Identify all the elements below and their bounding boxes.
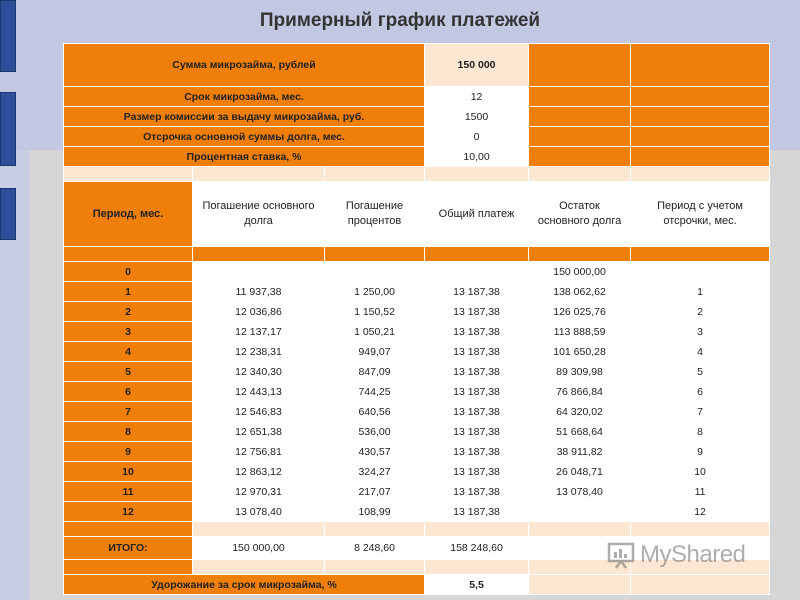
col-header-total: Общий платеж (425, 182, 529, 247)
cell-period: 11 (64, 482, 193, 502)
cell-period-deferral: 6 (631, 382, 770, 402)
cell-total: 13 187,38 (425, 422, 529, 442)
empty-cell (631, 575, 770, 595)
empty-cell (529, 87, 631, 107)
separator-row (64, 247, 770, 262)
cell-principal: 12 970,31 (193, 482, 325, 502)
cell-interest: 949,07 (325, 342, 425, 362)
cell-balance: 138 062,62 (529, 282, 631, 302)
cell-period-deferral: 5 (631, 362, 770, 382)
col-header-balance: Остаток основного долга (529, 182, 631, 247)
param-label: Размер комиссии за выдачу микрозайма, руб. (64, 107, 425, 127)
empty-cell (529, 147, 631, 167)
table-row (64, 462, 770, 482)
totals-principal: 150 000,00 (193, 537, 325, 560)
cell-period-deferral: 11 (631, 482, 770, 502)
cell-principal: 12 546,83 (193, 402, 325, 422)
cell-balance: 126 025,76 (529, 302, 631, 322)
table-row (64, 502, 770, 522)
cell-principal: 12 340,30 (193, 362, 325, 382)
param-value: 150 000 (425, 44, 529, 87)
cell-period-deferral: 9 (631, 442, 770, 462)
cell-period: 10 (64, 462, 193, 482)
cell-period: 8 (64, 422, 193, 442)
param-label: Срок микрозайма, мес. (64, 87, 425, 107)
decor-bar (0, 188, 16, 240)
separator-row (64, 522, 770, 537)
cell-balance (529, 502, 631, 522)
param-value: 1500 (425, 107, 529, 127)
empty-cell (529, 575, 631, 595)
cell-period-deferral: 12 (631, 502, 770, 522)
cell-period: 0 (64, 262, 193, 282)
cell-period-deferral: 2 (631, 302, 770, 322)
appreciation-row (64, 575, 770, 595)
table-row (64, 262, 770, 282)
empty-cell (631, 147, 770, 167)
cell-period-deferral: 3 (631, 322, 770, 342)
cell-balance: 64 320,02 (529, 402, 631, 422)
cell-total: 13 187,38 (425, 502, 529, 522)
param-value: 12 (425, 87, 529, 107)
cell-total: 13 187,38 (425, 382, 529, 402)
table-row (64, 422, 770, 442)
cell-principal: 11 937,38 (193, 282, 325, 302)
cell-period: 2 (64, 302, 193, 322)
col-header-principal: Погашение основного долга (193, 182, 325, 247)
cell-period: 4 (64, 342, 193, 362)
table-row (64, 402, 770, 422)
cell-period-deferral: 7 (631, 402, 770, 422)
cell-period: 3 (64, 322, 193, 342)
cell-principal: 12 756,81 (193, 442, 325, 462)
col-header-interest: Погашение процентов (325, 182, 425, 247)
cell-interest: 108,99 (325, 502, 425, 522)
totals-interest: 8 248,60 (325, 537, 425, 560)
cell-principal: 12 651,38 (193, 422, 325, 442)
cell-principal: 12 036,86 (193, 302, 325, 322)
table-row (64, 482, 770, 502)
cell-interest: 640,56 (325, 402, 425, 422)
cell-interest: 1 050,21 (325, 322, 425, 342)
cell-total: 13 187,38 (425, 282, 529, 302)
table-row (64, 342, 770, 362)
table-row (64, 382, 770, 402)
cell-total: 13 187,38 (425, 482, 529, 502)
cell-principal: 12 238,31 (193, 342, 325, 362)
cell-total: 13 187,38 (425, 322, 529, 342)
param-label: Процентная ставка, % (64, 147, 425, 167)
cell-period-deferral: 4 (631, 342, 770, 362)
empty-cell (529, 44, 631, 87)
col-header-period: Период, мес. (64, 182, 193, 247)
cell-total: 13 187,38 (425, 302, 529, 322)
cell-interest: 324,27 (325, 462, 425, 482)
decor-bar (0, 92, 16, 166)
cell-balance: 38 911,82 (529, 442, 631, 462)
cell-period-deferral: 1 (631, 282, 770, 302)
cell-balance: 89 309,98 (529, 362, 631, 382)
cell-balance: 101 650,28 (529, 342, 631, 362)
param-row (64, 147, 770, 167)
appreciation-value: 5,5 (425, 575, 529, 595)
cell-interest: 217,07 (325, 482, 425, 502)
table-row (64, 362, 770, 382)
cell-principal: 13 078,40 (193, 502, 325, 522)
cell-period: 5 (64, 362, 193, 382)
col-header-period-deferral: Период с учетом отсрочки, мес. (631, 182, 770, 247)
column-header-row (64, 182, 770, 247)
param-row (64, 44, 770, 87)
empty-cell (631, 262, 770, 282)
cell-total: 13 187,38 (425, 462, 529, 482)
empty-cell (529, 127, 631, 147)
cell-period-deferral: 10 (631, 462, 770, 482)
empty-cell (631, 44, 770, 87)
cell-principal: 12 137,17 (193, 322, 325, 342)
cell-total: 13 187,38 (425, 402, 529, 422)
appreciation-label: Удорожание за срок микрозайма, % (64, 575, 425, 595)
param-value: 10,00 (425, 147, 529, 167)
cell-balance: 26 048,71 (529, 462, 631, 482)
watermark-text: MyShared (640, 541, 746, 568)
payment-schedule-table (63, 43, 770, 595)
table-row (64, 302, 770, 322)
cell-interest: 744,25 (325, 382, 425, 402)
cell-interest: 430,57 (325, 442, 425, 462)
cell-period: 7 (64, 402, 193, 422)
cell-balance: 113 888,59 (529, 322, 631, 342)
empty-cell (193, 262, 529, 282)
param-label: Отсрочка основной суммы долга, мес. (64, 127, 425, 147)
cell-interest: 536,00 (325, 422, 425, 442)
separator-row (64, 167, 770, 182)
param-value: 0 (425, 127, 529, 147)
slide-title: Примерный график платежей (259, 10, 541, 31)
empty-cell (631, 127, 770, 147)
cell-period: 9 (64, 442, 193, 462)
cell-interest: 847,09 (325, 362, 425, 382)
cell-principal: 12 443,13 (193, 382, 325, 402)
cell-balance: 150 000,00 (529, 262, 631, 282)
cell-balance: 51 668,64 (529, 422, 631, 442)
cell-period: 1 (64, 282, 193, 302)
param-row (64, 87, 770, 107)
table-row (64, 322, 770, 342)
param-label: Сумма микрозайма, рублей (64, 44, 425, 87)
table-row (64, 442, 770, 462)
cell-period: 6 (64, 382, 193, 402)
cell-interest: 1 250,00 (325, 282, 425, 302)
param-row (64, 107, 770, 127)
watermark-logo (606, 537, 745, 573)
cell-total: 13 187,38 (425, 342, 529, 362)
cell-balance: 13 078,40 (529, 482, 631, 502)
table-row (64, 282, 770, 302)
cell-total: 13 187,38 (425, 362, 529, 382)
empty-cell (529, 107, 631, 127)
cell-balance: 76 866,84 (529, 382, 631, 402)
cell-interest: 1 150,52 (325, 302, 425, 322)
cell-principal: 12 863,12 (193, 462, 325, 482)
param-row (64, 127, 770, 147)
empty-cell (631, 87, 770, 107)
totals-total: 158 248,60 (425, 537, 529, 560)
cell-total: 13 187,38 (425, 442, 529, 462)
presentation-icon (606, 540, 636, 570)
empty-cell (631, 107, 770, 127)
cell-period-deferral: 8 (631, 422, 770, 442)
cell-period: 12 (64, 502, 193, 522)
totals-label: ИТОГО: (64, 537, 193, 560)
